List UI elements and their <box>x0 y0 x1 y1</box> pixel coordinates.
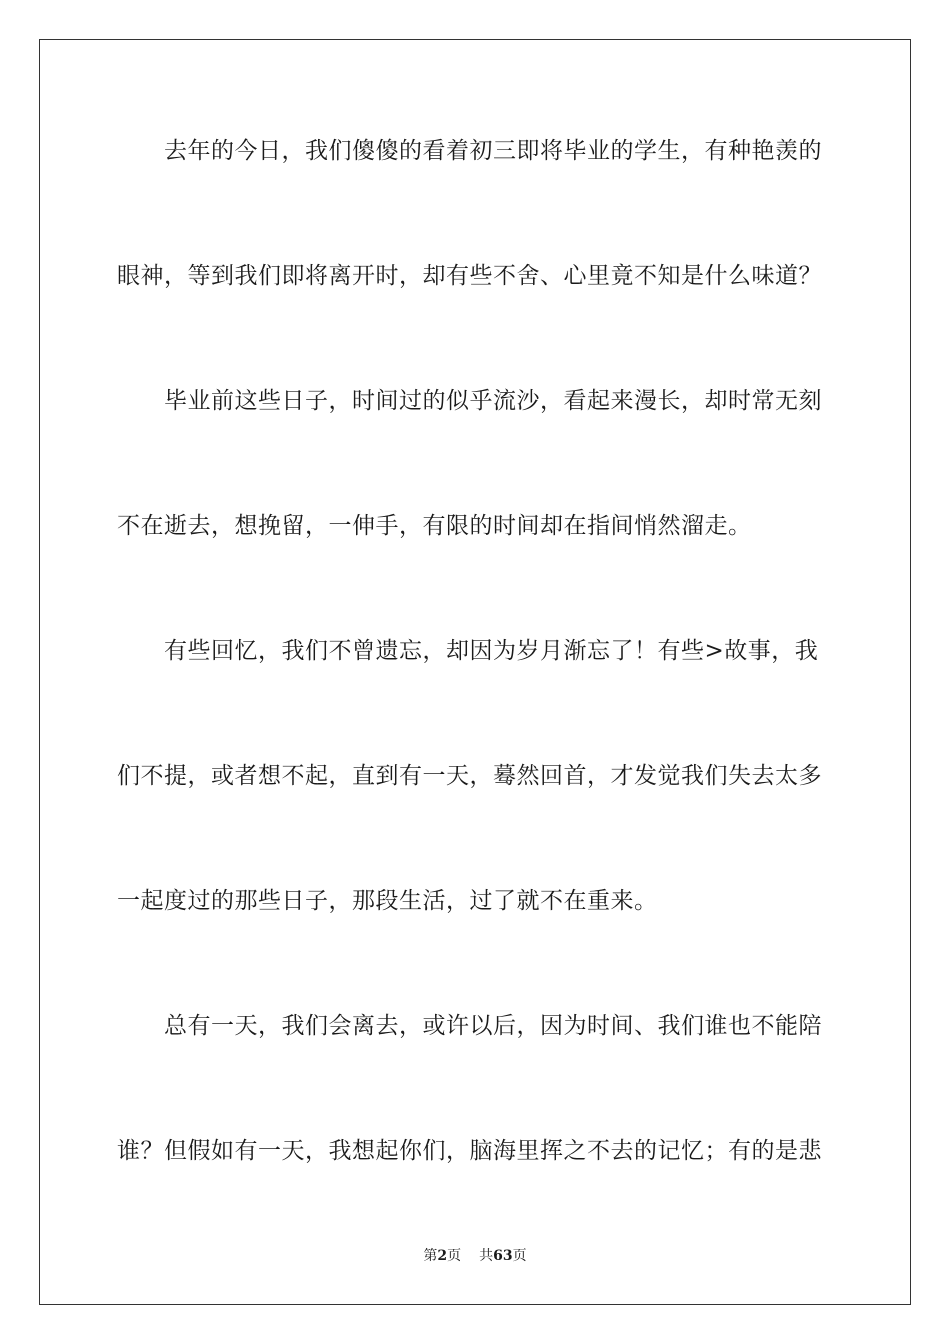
total-suffix: 页 <box>512 1248 527 1264</box>
paragraph-4-line-2: 谁？但假如有一天，我想起你们，脑海里挥之不去的记忆；有的是悲 <box>117 1138 822 1164</box>
paragraph-3-line-2: 们不提，或者想不起，直到有一天，蓦然回首，才发觉我们失去太多 <box>117 763 822 789</box>
paragraph-2-line-2: 不在逝去，想挽留，一伸手，有限的时间却在指间悄然溜走。 <box>117 513 752 539</box>
total-pages: 63 <box>493 1248 513 1264</box>
paragraph-1-line-2: 眼神，等到我们即将离开时，却有些不舍、心里竟不知是什么味道？ <box>117 263 822 289</box>
paragraph-3-line-1: 有些回忆，我们不曾遗忘，却因为岁月渐忘了！有些>故事，我 <box>164 638 819 664</box>
paragraph-1-line-1: 去年的今日，我们傻傻的看着初三即将毕业的学生，有种艳羡的 <box>164 138 822 164</box>
page-prefix: 第 <box>423 1248 438 1264</box>
total-prefix: 共 <box>479 1248 494 1264</box>
paragraph-2-line-1: 毕业前这些日子，时间过的似乎流沙，看起来漫长，却时常无刻 <box>164 388 822 414</box>
page-number: 2 <box>437 1248 448 1264</box>
paragraph-4-line-1: 总有一天，我们会离去，或许以后，因为时间、我们谁也不能陪 <box>164 1013 822 1039</box>
page-border <box>39 39 911 1305</box>
page-suffix: 页 <box>447 1248 462 1264</box>
page-footer <box>0 1247 950 1265</box>
paragraph-3-line-3: 一起度过的那些日子，那段生活，过了就不在重来。 <box>117 888 658 914</box>
